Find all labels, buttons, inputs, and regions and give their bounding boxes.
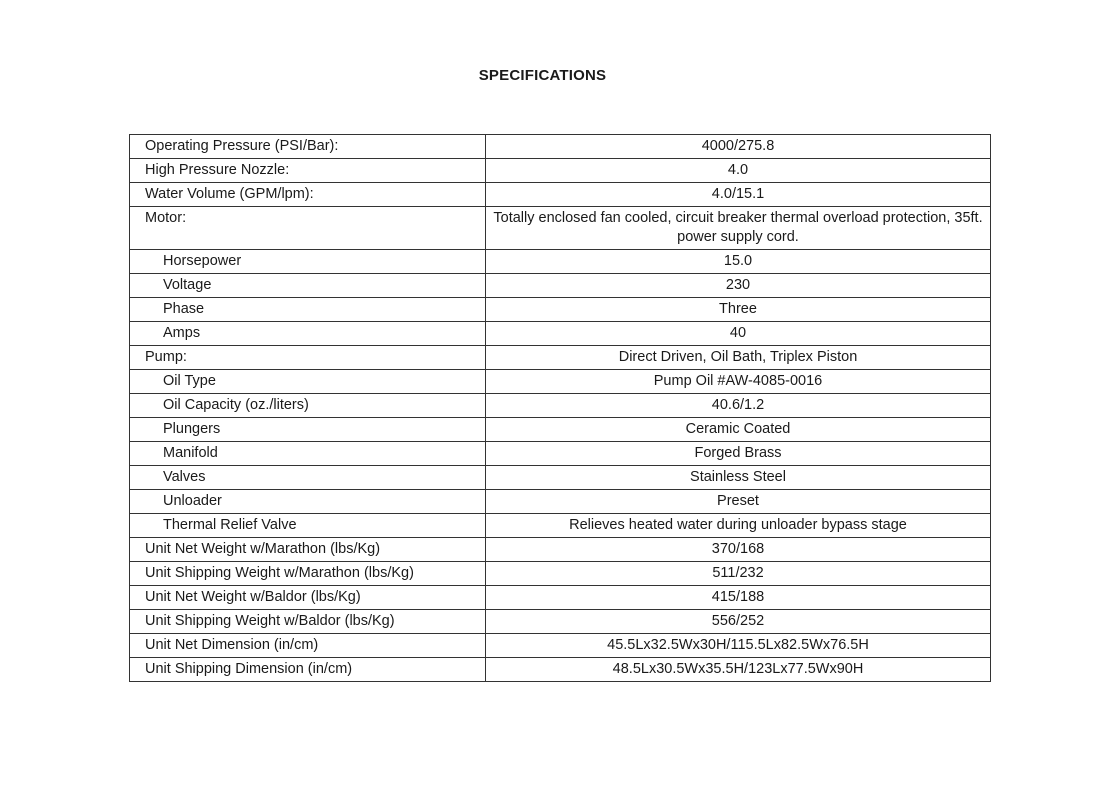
spec-label: Motor: <box>130 207 486 250</box>
table-row <box>130 370 991 394</box>
spec-label: Unloader <box>130 490 486 514</box>
spec-label: Pump: <box>130 346 486 370</box>
table-row <box>130 183 991 207</box>
spec-label: Unit Net Weight w/Baldor (lbs/Kg) <box>130 586 486 610</box>
spec-value: 15.0 <box>486 250 991 274</box>
spec-value: Pump Oil #AW-4085-0016 <box>486 370 991 394</box>
spec-label: Valves <box>130 466 486 490</box>
spec-value: 4.0/15.1 <box>486 183 991 207</box>
spec-value: 370/168 <box>486 538 991 562</box>
specifications-table <box>129 134 991 682</box>
spec-value: 48.5Lx30.5Wx35.5H/123Lx77.5Wx90H <box>486 658 991 682</box>
table-row <box>130 207 991 250</box>
spec-label: Horsepower <box>130 250 486 274</box>
table-row <box>130 658 991 682</box>
spec-label: Operating Pressure (PSI/Bar): <box>130 135 486 159</box>
spec-value: 40 <box>486 322 991 346</box>
table-row <box>130 610 991 634</box>
spec-label: Water Volume (GPM/lpm): <box>130 183 486 207</box>
spec-value: 511/232 <box>486 562 991 586</box>
spec-label: Voltage <box>130 274 486 298</box>
spec-value: Forged Brass <box>486 442 991 466</box>
table-row <box>130 442 991 466</box>
table-row <box>130 562 991 586</box>
spec-label: Oil Capacity (oz./liters) <box>130 394 486 418</box>
table-row <box>130 394 991 418</box>
table-row <box>130 586 991 610</box>
spec-value: 230 <box>486 274 991 298</box>
spec-value: Three <box>486 298 991 322</box>
table-row <box>130 346 991 370</box>
table-row <box>130 322 991 346</box>
table-row <box>130 490 991 514</box>
spec-label: Unit Net Dimension (in/cm) <box>130 634 486 658</box>
spec-value: Relieves heated water during unloader bypass stage <box>486 514 991 538</box>
table-row <box>130 538 991 562</box>
spec-value: Totally enclosed fan cooled, circuit breaker thermal overload protection, 35ft. power supply cord. <box>486 207 991 250</box>
page-title: SPECIFICATIONS <box>478 67 607 84</box>
spec-value: 415/188 <box>486 586 991 610</box>
spec-label: Unit Net Weight w/Marathon (lbs/Kg) <box>130 538 486 562</box>
spec-label: Unit Shipping Weight w/Marathon (lbs/Kg) <box>130 562 486 586</box>
spec-value: 40.6/1.2 <box>486 394 991 418</box>
spec-label: Phase <box>130 298 486 322</box>
spec-label: Amps <box>130 322 486 346</box>
table-row <box>130 466 991 490</box>
table-row <box>130 634 991 658</box>
spec-value: Direct Driven, Oil Bath, Triplex Piston <box>486 346 991 370</box>
spec-value: 4.0 <box>486 159 991 183</box>
specifications-table-body <box>130 135 991 682</box>
spec-value: Ceramic Coated <box>486 418 991 442</box>
table-row <box>130 514 991 538</box>
table-row <box>130 135 991 159</box>
table-row <box>130 274 991 298</box>
table-row <box>130 159 991 183</box>
spec-label: Oil Type <box>130 370 486 394</box>
spec-label: Plungers <box>130 418 486 442</box>
spec-value: Preset <box>486 490 991 514</box>
spec-label: Unit Shipping Dimension (in/cm) <box>130 658 486 682</box>
spec-label: Thermal Relief Valve <box>130 514 486 538</box>
spec-value: Stainless Steel <box>486 466 991 490</box>
spec-value: 4000/275.8 <box>486 135 991 159</box>
spec-value: 45.5Lx32.5Wx30H/115.5Lx82.5Wx76.5H <box>486 634 991 658</box>
table-row <box>130 298 991 322</box>
spec-label: Unit Shipping Weight w/Baldor (lbs/Kg) <box>130 610 486 634</box>
spec-label: Manifold <box>130 442 486 466</box>
table-row <box>130 250 991 274</box>
spec-label: High Pressure Nozzle: <box>130 159 486 183</box>
table-row <box>130 418 991 442</box>
spec-value: 556/252 <box>486 610 991 634</box>
